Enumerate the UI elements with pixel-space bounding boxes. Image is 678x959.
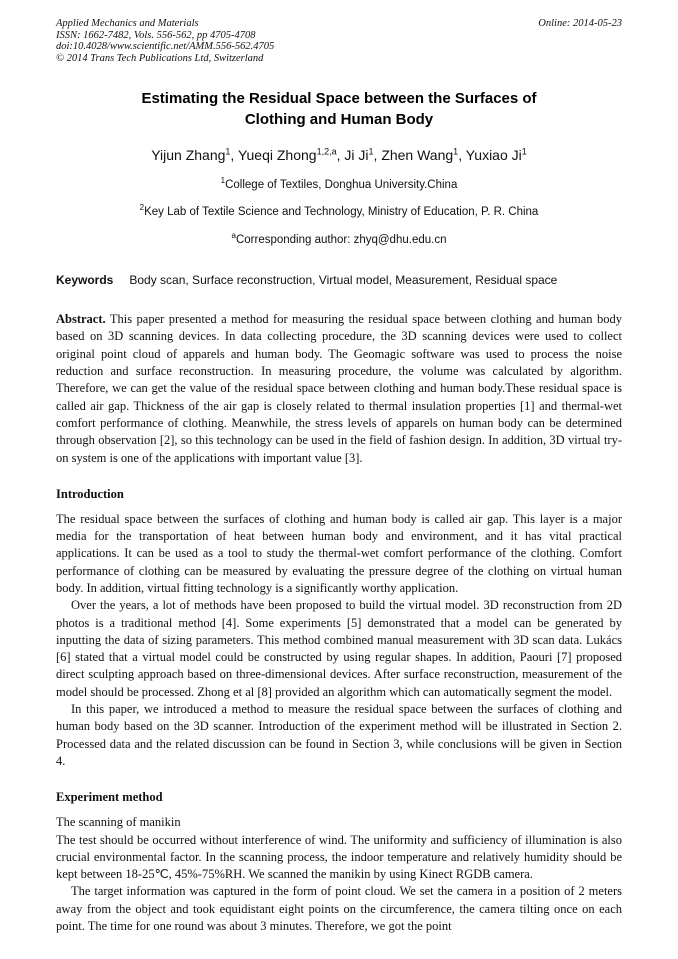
author: Ji Ji$^1$, bbox=[344, 146, 382, 163]
author: Yijun Zhang$^1$, bbox=[151, 146, 238, 163]
journal-info bbox=[56, 18, 274, 64]
paper-title: Estimating the Residual Space between the Surfaces of Clothing and Human Body bbox=[141, 90, 537, 128]
affil-sup: 2 bbox=[139, 203, 145, 213]
abstract-label: Abstract. bbox=[56, 312, 106, 327]
experiment-paragraph-2: The target information was captured in the form of point cloud. We set the camera in a position of 2 meters away from the object and took equidistant eight points on the circumference, the camera tilting once on each point. The time for one round was about 3 minutes. Therefore, we got the point bbox=[56, 884, 622, 934]
online-date: Online: 2014-05-23 bbox=[538, 18, 622, 29]
keywords-line bbox=[56, 273, 622, 287]
author: Yueqi Zhong$^{1,2,a}$, bbox=[237, 146, 345, 163]
paper-body bbox=[56, 311, 622, 935]
journal-name: Applied Mechanics and Materials bbox=[56, 18, 199, 29]
experiment-subheading: The scanning of manikin bbox=[56, 815, 181, 830]
author-sup: 1 bbox=[368, 146, 374, 156]
experiment-paragraph-1: The test should be occurred without interference of wind. The uniformity and sufficiency of illumination is also crucial environmental factor. In the scanning process, the indoor temperature and relatively humidity should be kept between 18-25℃, 45%-75%RH. We scanned the manikin by using Kinect RGDB camera. bbox=[56, 832, 622, 882]
copyright-line: © 2014 Trans Tech Publications Ltd, Switzerland bbox=[56, 52, 264, 64]
author-sup: 1 bbox=[521, 146, 527, 156]
doi-line: doi:10.4028/www.scientific.net/AMM.556-562.4705 bbox=[56, 41, 275, 52]
issn-line: ISSN: 1662-7482, Vols. 556-562, pp 4705-4708 bbox=[56, 29, 256, 41]
affiliation-1: $^1$College of Textiles, Donghua University.China bbox=[220, 175, 458, 191]
abstract-text: This paper presented a method for measuring the residual space between clothing and human body based on 3D scanning devices. In data collecting procedure, the 3D scanning devices were used to collect original point cloud of apparels and human body. The Geomagic software was used to process the noise reduction and surface reconstruction. In measuring procedure, the volume was calculated by algorithm. Therefore, we can get the value of the residual space between clothing and human body.These residual space is called air gap. Thickness of the air gap is closely related to thermal insulation properties [1] and thermal-wet comfort performance of clothing. Meanwhile, the stress levels of apparels on human body can be determined through observation [2], so this technology can be used in the field of fashion design. In addition, 3D virtual try-on system is one of the applications with important value [3]. bbox=[56, 312, 622, 465]
keywords-label: Keywords bbox=[56, 273, 114, 288]
author-sup: 1 bbox=[225, 146, 231, 156]
author: Zhen Wang$^1$, bbox=[381, 146, 466, 163]
affil-sup: a bbox=[231, 231, 236, 241]
affiliation-2: $^2$Key Lab of Textile Science and Technology, Ministry of Education, P. R. China bbox=[139, 203, 539, 219]
intro-paragraph-3: In this paper, we introduced a method to measure the residual space between the surfaces of clothing and human body based on the 3D scanner. Introduction of the experiment method will be illustrated in Section 2. Processed data and the related discussion can be found in Section 3, while conclusions will be given in Section 4. bbox=[56, 702, 622, 768]
author-line bbox=[56, 142, 622, 164]
intro-paragraph-2: Over the years, a lot of methods have been proposed to build the virtual model. 3D reconstruction from 2D photos is a traditional method [4]. Some experiments [5] demonstrated that a model can be generated by inputting the data of sizing parameters. This method combined manual measurement with 3D scan data. Lukács [6] stated that a virtual model could be constructed by using regular shapes. In addition, Paouri [7] proposed direct sculpting approach based on three-dimensional devices. After surface reconstruction, measurement of the model should be processed. Zhong et al [8] provided an algorithm which can automatically segment the model. bbox=[56, 598, 622, 699]
corresponding-author: $^a$Corresponding author: zhyq@dhu.edu.cn bbox=[231, 231, 447, 247]
section-heading-experiment: Experiment method bbox=[56, 790, 163, 805]
author-sup: 1 bbox=[453, 146, 459, 156]
front-matter bbox=[56, 88, 622, 247]
intro-paragraph-1: The residual space between the surfaces of clothing and human body is called air gap. This layer is a major media for the transportation of heat between human body and environment, and it has vital practical applications. It can be used as a tool to study the thermal-wet comfort performance of the clothing. Comfort performance of clothing can be measured by evaluating the pressure degree of the clothing on virtual human body. In addition, virtual fitting technology is a significantly worthy application. bbox=[56, 511, 622, 595]
running-header bbox=[56, 18, 622, 64]
section-heading-introduction: Introduction bbox=[56, 486, 124, 501]
author: Yuxiao Ji$^1$ bbox=[465, 146, 527, 163]
abstract-paragraph bbox=[56, 311, 622, 467]
keywords-text: Body scan, Surface reconstruction, Virtual model, Measurement, Residual space bbox=[129, 273, 558, 288]
affil-sup: 1 bbox=[220, 175, 226, 185]
author-sup: 1,2,a bbox=[316, 146, 337, 156]
